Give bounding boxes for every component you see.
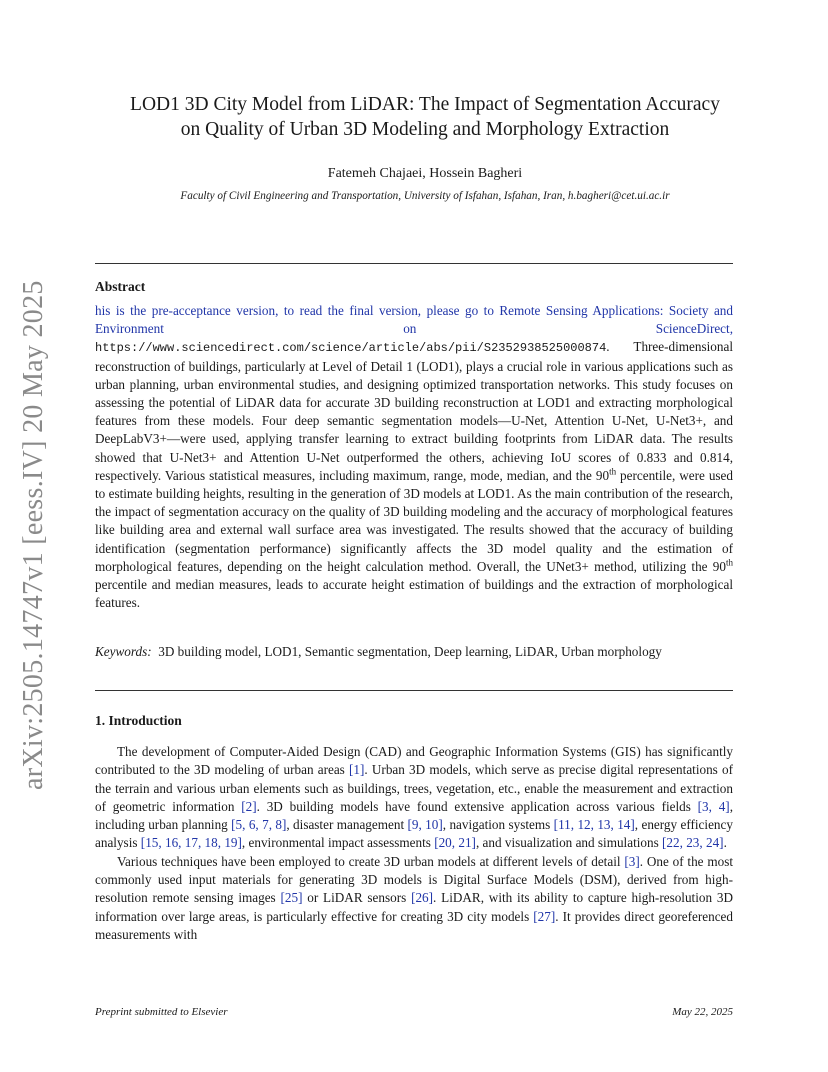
citation-link[interactable]: [11, 12, 13, 14]: [553, 817, 635, 833]
text: The development of Computer-Aided Design (CAD) and Geographic Information Systems (GIS) has significantly contributed to the 3D modeling of urban areas: [95, 744, 733, 778]
keywords-text: 3D building model, LOD1, Semantic segmentation, Deep learning, LiDAR, Urban morphology: [158, 644, 662, 659]
authors: Fatemeh Chajaei, Hossein Bagheri: [327, 166, 523, 181]
text: . LiDAR, with its ability to capture high-resolution 3D information over large areas, is particularly effective for creating 3D city models: [95, 890, 733, 924]
title-line-1: LOD1 3D City Model from LiDAR: The Impact of Segmentation Accuracy: [130, 94, 720, 115]
citation-link[interactable]: [15, 16, 17, 18, 19]: [140, 835, 242, 851]
citation-link[interactable]: [20, 21]: [434, 835, 476, 851]
citation-link[interactable]: [2]: [241, 798, 257, 814]
bottom-rule: [95, 690, 733, 691]
text: .: [723, 835, 727, 851]
text: , disaster management: [286, 817, 408, 833]
keywords: [95, 643, 733, 661]
citation-link[interactable]: [22, 23, 24]: [662, 835, 724, 851]
abstract-body: [95, 302, 733, 612]
citation-link[interactable]: [25]: [280, 890, 303, 906]
intro-paragraph-1: [95, 743, 733, 853]
text: , and visualization and simulations: [475, 835, 663, 851]
citation-link[interactable]: [9, 10]: [407, 817, 443, 833]
affiliation: Faculty of Civil Engineering and Transportation, University of Isfahan, Isfahan, Iran, h.bagheri@cet.ui.ac.ir: [180, 190, 670, 202]
text: , energy efficiency analysis: [95, 817, 733, 851]
citation-link[interactable]: [1]: [349, 762, 365, 778]
abstract-text-1: . Three-dimensional reconstruction of buildings, particularly at Level of Detail 1 (LOD1), plays a crucial role in various applications such as urban planning, urban environmental studies, and designing optimized transportation networks. This study focuses on assessing the potential of LiDAR data for accurate 3D building reconstruction at LOD1 and extracting morphological features from these models. Four deep semantic segmentation models—U-Net, Attention U-Net, U-Net3+, and DeepLabV3+—were used, applying transfer learning to extract building footprints from LiDAR data. The results showed that U-Net3+ and Attention U-Net outperformed the others, achieving IoU scores of 0.833 and 0.814, respectively. Various statistical measures, including maximum, range, mode, median, and the 90: [95, 339, 733, 483]
citation-link[interactable]: [3]: [624, 853, 640, 869]
text: , navigation systems: [442, 817, 554, 833]
top-rule: [95, 263, 733, 264]
keywords-label: Keywords:: [95, 644, 152, 659]
arxiv-identifier[interactable]: arXiv:2505.14747v1 [eess.IV] 20 May 2025: [18, 280, 49, 790]
footer-date: May 22, 2025: [672, 1006, 733, 1018]
intro-paragraph-2: [95, 853, 733, 944]
text: . 3D building models have found extensive application across various fields: [256, 798, 698, 814]
superscript-th-1: th: [609, 466, 617, 477]
footer-preprint-note: Preprint submitted to Elsevier: [95, 1006, 228, 1018]
paper-title: [60, 92, 790, 142]
text: Various techniques have been employed to create 3D urban models at different levels of detail: [117, 853, 625, 869]
text: . It provides direct georeferenced measurements with: [95, 908, 733, 942]
citation-link[interactable]: [27]: [533, 908, 556, 924]
text: , including urban planning: [95, 798, 733, 833]
citation-link[interactable]: [26]: [411, 890, 434, 906]
abstract-heading: Abstract: [95, 279, 146, 294]
citation-link[interactable]: [3, 4]: [697, 798, 730, 814]
abstract-text-2: percentile, were used to estimate building heights, resulting in the generation of 3D models at LOD1. As the main contribution of the research, the impact of segmentation accuracy on the quality of 3D building modeling and the accuracy of morphological features like building area and external wall surface area was investigated. The results showed that the accuracy of building identification (segmentation performance) significantly affects the 3D model quality and the estimation of morphological features, depending on the height calculation method. Overall, the UNet3+ method, utilizing the 90: [95, 467, 734, 574]
text: or LiDAR sensors: [302, 890, 412, 906]
abstract-text-3: percentile and median measures, leads to accurate height estimation of buildings and the extraction of morphological features.: [95, 577, 733, 611]
title-line-2: on Quality of Urban 3D Modeling and Morphology Extraction: [180, 119, 670, 140]
superscript-th-2: th: [725, 557, 733, 568]
text: . One of the most commonly used input materials for generating 3D models is Digital Surface Models (DSM), derived from high-resolution remote sensing images: [95, 853, 733, 906]
section-heading-introduction: 1. Introduction: [95, 713, 182, 728]
introduction-body: [95, 743, 733, 944]
abstract-url[interactable]: https://www.sciencedirect.com/science/article/abs/pii/S2352938525000874: [95, 341, 607, 356]
text: , environmental impact assessments: [241, 835, 435, 851]
citation-link[interactable]: [5, 6, 7, 8]: [231, 817, 287, 833]
text: . Urban 3D models, which serve as precise digital representations of the terrain and various urban elements such as buildings, trees, vegetation, etc., enable the measurement and extraction of geometric information: [95, 762, 733, 814]
abstract-link[interactable]: his is the pre-acceptance version, to read the final version, please go to Remote Sensing Applications: Society and Environment on ScienceDirect,: [95, 303, 733, 337]
